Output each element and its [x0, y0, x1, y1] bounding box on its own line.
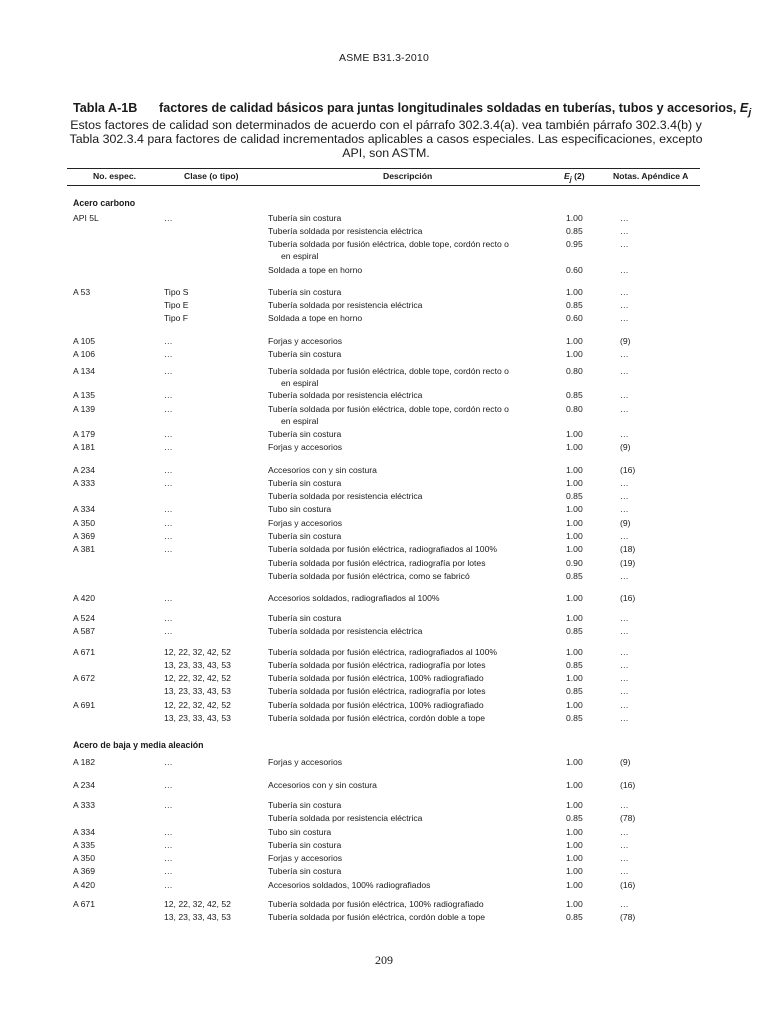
spec-cell: A 524	[73, 613, 95, 623]
table-row	[0, 685, 768, 697]
notas-cell: (16)	[620, 780, 636, 790]
spec-cell: A 350	[73, 518, 95, 528]
clase-cell: 13, 23, 33, 43, 53	[164, 912, 231, 922]
clase-cell: …	[164, 429, 173, 439]
desc-cell: Tubería sin costura	[268, 613, 342, 623]
clase-cell: …	[164, 336, 173, 346]
spec-cell: A 369	[73, 531, 95, 541]
section-heading: Acero carbono	[73, 198, 136, 208]
table-row	[0, 779, 768, 791]
clase-cell: …	[164, 531, 173, 541]
col-ej-rest: (2)	[571, 171, 585, 181]
spec-cell: A 134	[73, 366, 95, 376]
notas-cell: …	[620, 366, 629, 376]
table-row	[0, 477, 768, 489]
table-row	[0, 756, 768, 768]
desc-cell: Forjas y accesorios	[268, 442, 343, 452]
col-ej-sub: j	[569, 175, 572, 184]
clase-cell: …	[164, 757, 173, 767]
spec-cell: A 53	[73, 287, 91, 297]
col-clase-header: Clase (o tipo)	[184, 171, 239, 181]
desc-cell: Accesorios soldados, radiografiados al 100%	[268, 593, 440, 603]
table-row	[0, 503, 768, 515]
clase-cell: …	[164, 404, 173, 414]
table-row	[0, 464, 768, 476]
ej-cell: 1.00	[566, 336, 583, 346]
table-row	[0, 865, 768, 877]
spec-cell: A 369	[73, 866, 95, 876]
clase-cell: …	[164, 780, 173, 790]
spec-cell: A 334	[73, 504, 95, 514]
notas-cell: …	[620, 287, 629, 297]
desc-cell: Accesorios con y sin costura	[268, 465, 377, 475]
notas-cell: (78)	[620, 813, 636, 823]
spec-cell: A 420	[73, 593, 95, 603]
spec-cell: A 182	[73, 757, 95, 767]
notas-cell: …	[620, 300, 629, 310]
col-desc-header: Descripción	[383, 171, 433, 181]
desc-cell: Tubería soldada por fusión eléctrica, 100% radiografiado	[268, 673, 484, 683]
notas-cell: …	[620, 531, 629, 541]
clase-cell: …	[164, 442, 173, 452]
desc-cell: Tubería soldada por fusión eléctrica, radiografía por lotes	[268, 660, 486, 670]
table-row	[0, 530, 768, 542]
ej-cell: 0.85	[566, 300, 583, 310]
table-row	[0, 543, 768, 555]
spec-cell: A 234	[73, 780, 95, 790]
table-row	[0, 911, 768, 923]
table-row	[0, 415, 768, 427]
desc-cell: Forjas y accesorios	[268, 518, 343, 528]
table-row	[0, 852, 768, 864]
desc-cell: Tubo sin costura	[268, 827, 332, 837]
table-row	[0, 299, 768, 311]
table-row	[0, 699, 768, 711]
desc-cell: Tubería soldada por fusión eléctrica, 100% radiografiado	[268, 700, 484, 710]
spec-cell: A 333	[73, 478, 95, 488]
table-row	[0, 799, 768, 811]
notas-cell: …	[620, 840, 629, 850]
running-header: ASME B31.3-2010	[339, 52, 429, 64]
desc-cell: Tubería sin costura	[268, 349, 342, 359]
table-row	[0, 826, 768, 838]
desc-cell: en espiral	[281, 416, 319, 426]
ej-cell: 0.85	[566, 813, 583, 823]
desc-cell: Tubo sin costura	[268, 504, 332, 514]
ej-cell: 1.00	[566, 800, 583, 810]
clase-cell: …	[164, 349, 173, 359]
table-row	[0, 365, 768, 377]
table-row	[0, 250, 768, 262]
clase-cell: 12, 22, 32, 42, 52	[164, 647, 231, 657]
ej-cell: 1.00	[566, 899, 583, 909]
table-row	[0, 312, 768, 324]
notas-cell: …	[620, 239, 629, 249]
desc-cell: Tubería soldada por fusión eléctrica, radiografiados al 100%	[268, 544, 497, 554]
table-row	[0, 264, 768, 276]
title-symbol-sub: j	[748, 106, 752, 119]
desc-cell: Accesorios con y sin costura	[268, 780, 377, 790]
ej-cell: 1.00	[566, 827, 583, 837]
ej-cell: 1.00	[566, 213, 583, 223]
desc-cell: Soldada a tope en horno	[268, 265, 363, 275]
notas-cell: (18)	[620, 544, 636, 554]
table-row	[0, 592, 768, 604]
ej-cell: 0.95	[566, 239, 583, 249]
notas-cell: (78)	[620, 912, 636, 922]
table-row	[0, 490, 768, 502]
notas-cell: (9)	[620, 518, 631, 528]
spec-cell: A 106	[73, 349, 95, 359]
notas-cell: …	[620, 504, 629, 514]
desc-cell: Tubería soldada por resistencia eléctrica	[268, 300, 423, 310]
ej-cell: 0.60	[566, 265, 583, 275]
spec-cell: A 179	[73, 429, 95, 439]
notas-cell: …	[620, 853, 629, 863]
ej-cell: 0.60	[566, 313, 583, 323]
table-title-text: factores de calidad básicos para juntas longitudinales soldadas en tuberías, tubos y accesorios,	[159, 101, 737, 115]
clase-cell: Tipo S	[164, 287, 189, 297]
ej-cell: 0.85	[566, 491, 583, 501]
notas-cell: (16)	[620, 593, 636, 603]
spec-cell: A 334	[73, 827, 95, 837]
notas-cell: …	[620, 571, 629, 581]
table-row	[0, 441, 768, 453]
title-symbol: E	[739, 101, 749, 115]
clase-cell: …	[164, 866, 173, 876]
desc-cell: en espiral	[281, 251, 319, 261]
notas-cell: …	[620, 899, 629, 909]
table-row	[0, 389, 768, 401]
clase-cell: Tipo F	[164, 313, 189, 323]
ej-cell: 0.85	[566, 390, 583, 400]
table-row	[0, 625, 768, 637]
clase-cell: …	[164, 544, 173, 554]
notas-cell: (19)	[620, 558, 636, 568]
spec-cell: A 181	[73, 442, 95, 452]
table-row	[0, 225, 768, 237]
spec-cell: A 135	[73, 390, 95, 400]
table-row	[0, 377, 768, 389]
page-number: 209	[375, 953, 393, 967]
ej-cell: 1.00	[566, 700, 583, 710]
spec-cell: A 335	[73, 840, 95, 850]
spec-cell: A 671	[73, 899, 95, 909]
desc-cell: Tubería soldada por fusión eléctrica, 100% radiografiado	[268, 899, 484, 909]
table-row	[0, 557, 768, 569]
desc-cell: Tubería soldada por resistencia eléctrica	[268, 626, 423, 636]
clase-cell: …	[164, 880, 173, 890]
desc-cell: Tubería soldada por fusión eléctrica, radiografía por lotes	[268, 558, 486, 568]
section-heading: Acero de baja y media aleación	[73, 740, 204, 750]
table-row	[0, 839, 768, 851]
table-row	[0, 612, 768, 624]
ej-cell: 1.00	[566, 544, 583, 554]
notas-cell: …	[620, 491, 629, 501]
table-id: Tabla A-1B	[73, 101, 138, 115]
table-row	[0, 812, 768, 824]
clase-cell: …	[164, 518, 173, 528]
ej-cell: 0.85	[566, 713, 583, 723]
clase-cell: 13, 23, 33, 43, 53	[164, 686, 231, 696]
notas-cell: …	[620, 866, 629, 876]
desc-cell: Tubería soldada por resistencia eléctrica	[268, 390, 423, 400]
clase-cell: …	[164, 827, 173, 837]
table-row	[0, 517, 768, 529]
clase-cell: 12, 22, 32, 42, 52	[164, 899, 231, 909]
clase-cell: …	[164, 366, 173, 376]
spec-cell: A 333	[73, 800, 95, 810]
ej-cell: 0.85	[566, 912, 583, 922]
table-row	[0, 428, 768, 440]
ej-cell: 1.00	[566, 478, 583, 488]
desc-cell: Tubería soldada por resistencia eléctrica	[268, 226, 423, 236]
spec-cell: A 234	[73, 465, 95, 475]
ej-cell: 1.00	[566, 780, 583, 790]
notas-cell: …	[620, 213, 629, 223]
clase-cell: Tipo E	[164, 300, 189, 310]
ej-cell: 1.00	[566, 349, 583, 359]
notas-cell: …	[620, 265, 629, 275]
ej-cell: 1.00	[566, 880, 583, 890]
spec-cell: A 350	[73, 853, 95, 863]
desc-cell: Tubería sin costura	[268, 531, 342, 541]
desc-cell: Accesorios soldados, 100% radiografiados	[268, 880, 431, 890]
table-row	[0, 570, 768, 582]
ej-cell: 1.00	[566, 518, 583, 528]
spec-cell: A 381	[73, 544, 95, 554]
spec-cell: A 420	[73, 880, 95, 890]
ej-cell: 1.00	[566, 531, 583, 541]
table-row	[0, 335, 768, 347]
ej-cell: 0.85	[566, 686, 583, 696]
notas-cell: …	[620, 390, 629, 400]
ej-cell: 1.00	[566, 429, 583, 439]
ej-cell: 0.85	[566, 626, 583, 636]
clase-cell: 12, 22, 32, 42, 52	[164, 700, 231, 710]
clase-cell: …	[164, 504, 173, 514]
notas-cell: (16)	[620, 465, 636, 475]
clase-cell: …	[164, 626, 173, 636]
column-header-row	[67, 168, 700, 186]
spec-cell: A 139	[73, 404, 95, 414]
table-row	[0, 672, 768, 684]
table-row	[0, 238, 768, 250]
ej-cell: 1.00	[566, 673, 583, 683]
ej-cell: 0.80	[566, 366, 583, 376]
notas-cell: …	[620, 660, 629, 670]
col-spec-header: No. espec.	[93, 171, 136, 181]
table-row	[0, 212, 768, 224]
desc-cell: Forjas y accesorios	[268, 853, 343, 863]
clase-cell: …	[164, 213, 173, 223]
notas-cell: …	[620, 404, 629, 414]
desc-cell: Tubería soldada por fusión eléctrica, doble tope, cordón recto o	[268, 239, 509, 249]
ej-cell: 1.00	[566, 757, 583, 767]
notas-cell: …	[620, 800, 629, 810]
desc-cell: Tubería soldada por resistencia eléctrica	[268, 813, 423, 823]
clase-cell: …	[164, 593, 173, 603]
notas-cell: …	[620, 349, 629, 359]
notas-cell: …	[620, 686, 629, 696]
spec-cell: A 691	[73, 700, 95, 710]
notas-cell: (9)	[620, 757, 631, 767]
table-row	[0, 286, 768, 298]
col-ej-symbol: E	[564, 171, 570, 181]
clase-cell: …	[164, 840, 173, 850]
notas-cell: (9)	[620, 442, 631, 452]
table-subtitle: Estos factores de calidad son determinados de acuerdo con el párrafo 302.3.4(a). vea también párrafo 302.3.4(b) y Tabla 302.3.4 para factores de calidad incrementados aplicables a casos especiales. Las especificaciones, excepto API, son ASTM.	[69, 118, 703, 161]
ej-cell: 1.00	[566, 853, 583, 863]
spec-cell: A 671	[73, 647, 95, 657]
table-row	[0, 879, 768, 891]
notas-cell: …	[620, 700, 629, 710]
spec-cell: API 5L	[73, 213, 99, 223]
clase-cell: …	[164, 800, 173, 810]
table-row	[0, 403, 768, 415]
ej-cell: 0.85	[566, 226, 583, 236]
ej-cell: 0.85	[566, 571, 583, 581]
clase-cell: 12, 22, 32, 42, 52	[164, 673, 231, 683]
ej-cell: 0.85	[566, 660, 583, 670]
ej-cell: 0.90	[566, 558, 583, 568]
notas-cell: …	[620, 827, 629, 837]
notas-cell: …	[620, 613, 629, 623]
ej-cell: 1.00	[566, 593, 583, 603]
desc-cell: en espiral	[281, 378, 319, 388]
desc-cell: Soldada a tope en horno	[268, 313, 363, 323]
desc-cell: Tubería sin costura	[268, 840, 342, 850]
notas-cell: …	[620, 478, 629, 488]
notas-cell: …	[620, 647, 629, 657]
table-row	[0, 898, 768, 910]
spec-cell: A 105	[73, 336, 95, 346]
desc-cell: Tubería soldada por fusión eléctrica, cordón doble a tope	[268, 713, 486, 723]
desc-cell: Tubería sin costura	[268, 478, 342, 488]
notas-cell: (16)	[620, 880, 636, 890]
desc-cell: Tubería soldada por fusión eléctrica, doble tope, cordón recto o	[268, 404, 509, 414]
spec-cell: A 672	[73, 673, 95, 683]
desc-cell: Tubería soldada por fusión eléctrica, cordón doble a tope	[268, 912, 486, 922]
ej-cell: 1.00	[566, 647, 583, 657]
notas-cell: …	[620, 429, 629, 439]
clase-cell: …	[164, 465, 173, 475]
desc-cell: Tubería soldada por fusión eléctrica, como se fabricó	[268, 571, 470, 581]
ej-cell: 1.00	[566, 504, 583, 514]
desc-cell: Forjas y accesorios	[268, 757, 343, 767]
table-row	[0, 659, 768, 671]
desc-cell: Tubería soldada por resistencia eléctrica	[268, 491, 423, 501]
ej-cell: 1.00	[566, 442, 583, 452]
clase-cell: …	[164, 613, 173, 623]
notas-cell: …	[620, 226, 629, 236]
desc-cell: Tubería soldada por fusión eléctrica, radiografía por lotes	[268, 686, 486, 696]
notas-cell: (9)	[620, 336, 631, 346]
notas-cell: …	[620, 673, 629, 683]
ej-cell: 1.00	[566, 613, 583, 623]
spec-cell: A 587	[73, 626, 95, 636]
desc-cell: Tubería sin costura	[268, 429, 342, 439]
clase-cell: …	[164, 853, 173, 863]
desc-cell: Tubería sin costura	[268, 287, 342, 297]
clase-cell: …	[164, 478, 173, 488]
ej-cell: 0.80	[566, 404, 583, 414]
clase-cell: 13, 23, 33, 43, 53	[164, 713, 231, 723]
table-row	[0, 712, 768, 724]
desc-cell: Tubería sin costura	[268, 866, 342, 876]
notas-cell: …	[620, 713, 629, 723]
notas-cell: …	[620, 626, 629, 636]
table-row	[0, 348, 768, 360]
ej-cell: 1.00	[566, 287, 583, 297]
col-notas-header: Notas. Apéndice A	[613, 171, 689, 181]
desc-cell: Tubería sin costura	[268, 213, 342, 223]
clase-cell: …	[164, 390, 173, 400]
col-ej-header	[564, 171, 585, 184]
clase-cell: 13, 23, 33, 43, 53	[164, 660, 231, 670]
desc-cell: Forjas y accesorios	[268, 336, 343, 346]
desc-cell: Tubería soldada por fusión eléctrica, doble tope, cordón recto o	[268, 366, 509, 376]
ej-cell: 1.00	[566, 866, 583, 876]
desc-cell: Tubería soldada por fusión eléctrica, radiografiados al 100%	[268, 647, 497, 657]
ej-cell: 1.00	[566, 840, 583, 850]
ej-cell: 1.00	[566, 465, 583, 475]
desc-cell: Tubería sin costura	[268, 800, 342, 810]
table-row	[0, 646, 768, 658]
notas-cell: …	[620, 313, 629, 323]
